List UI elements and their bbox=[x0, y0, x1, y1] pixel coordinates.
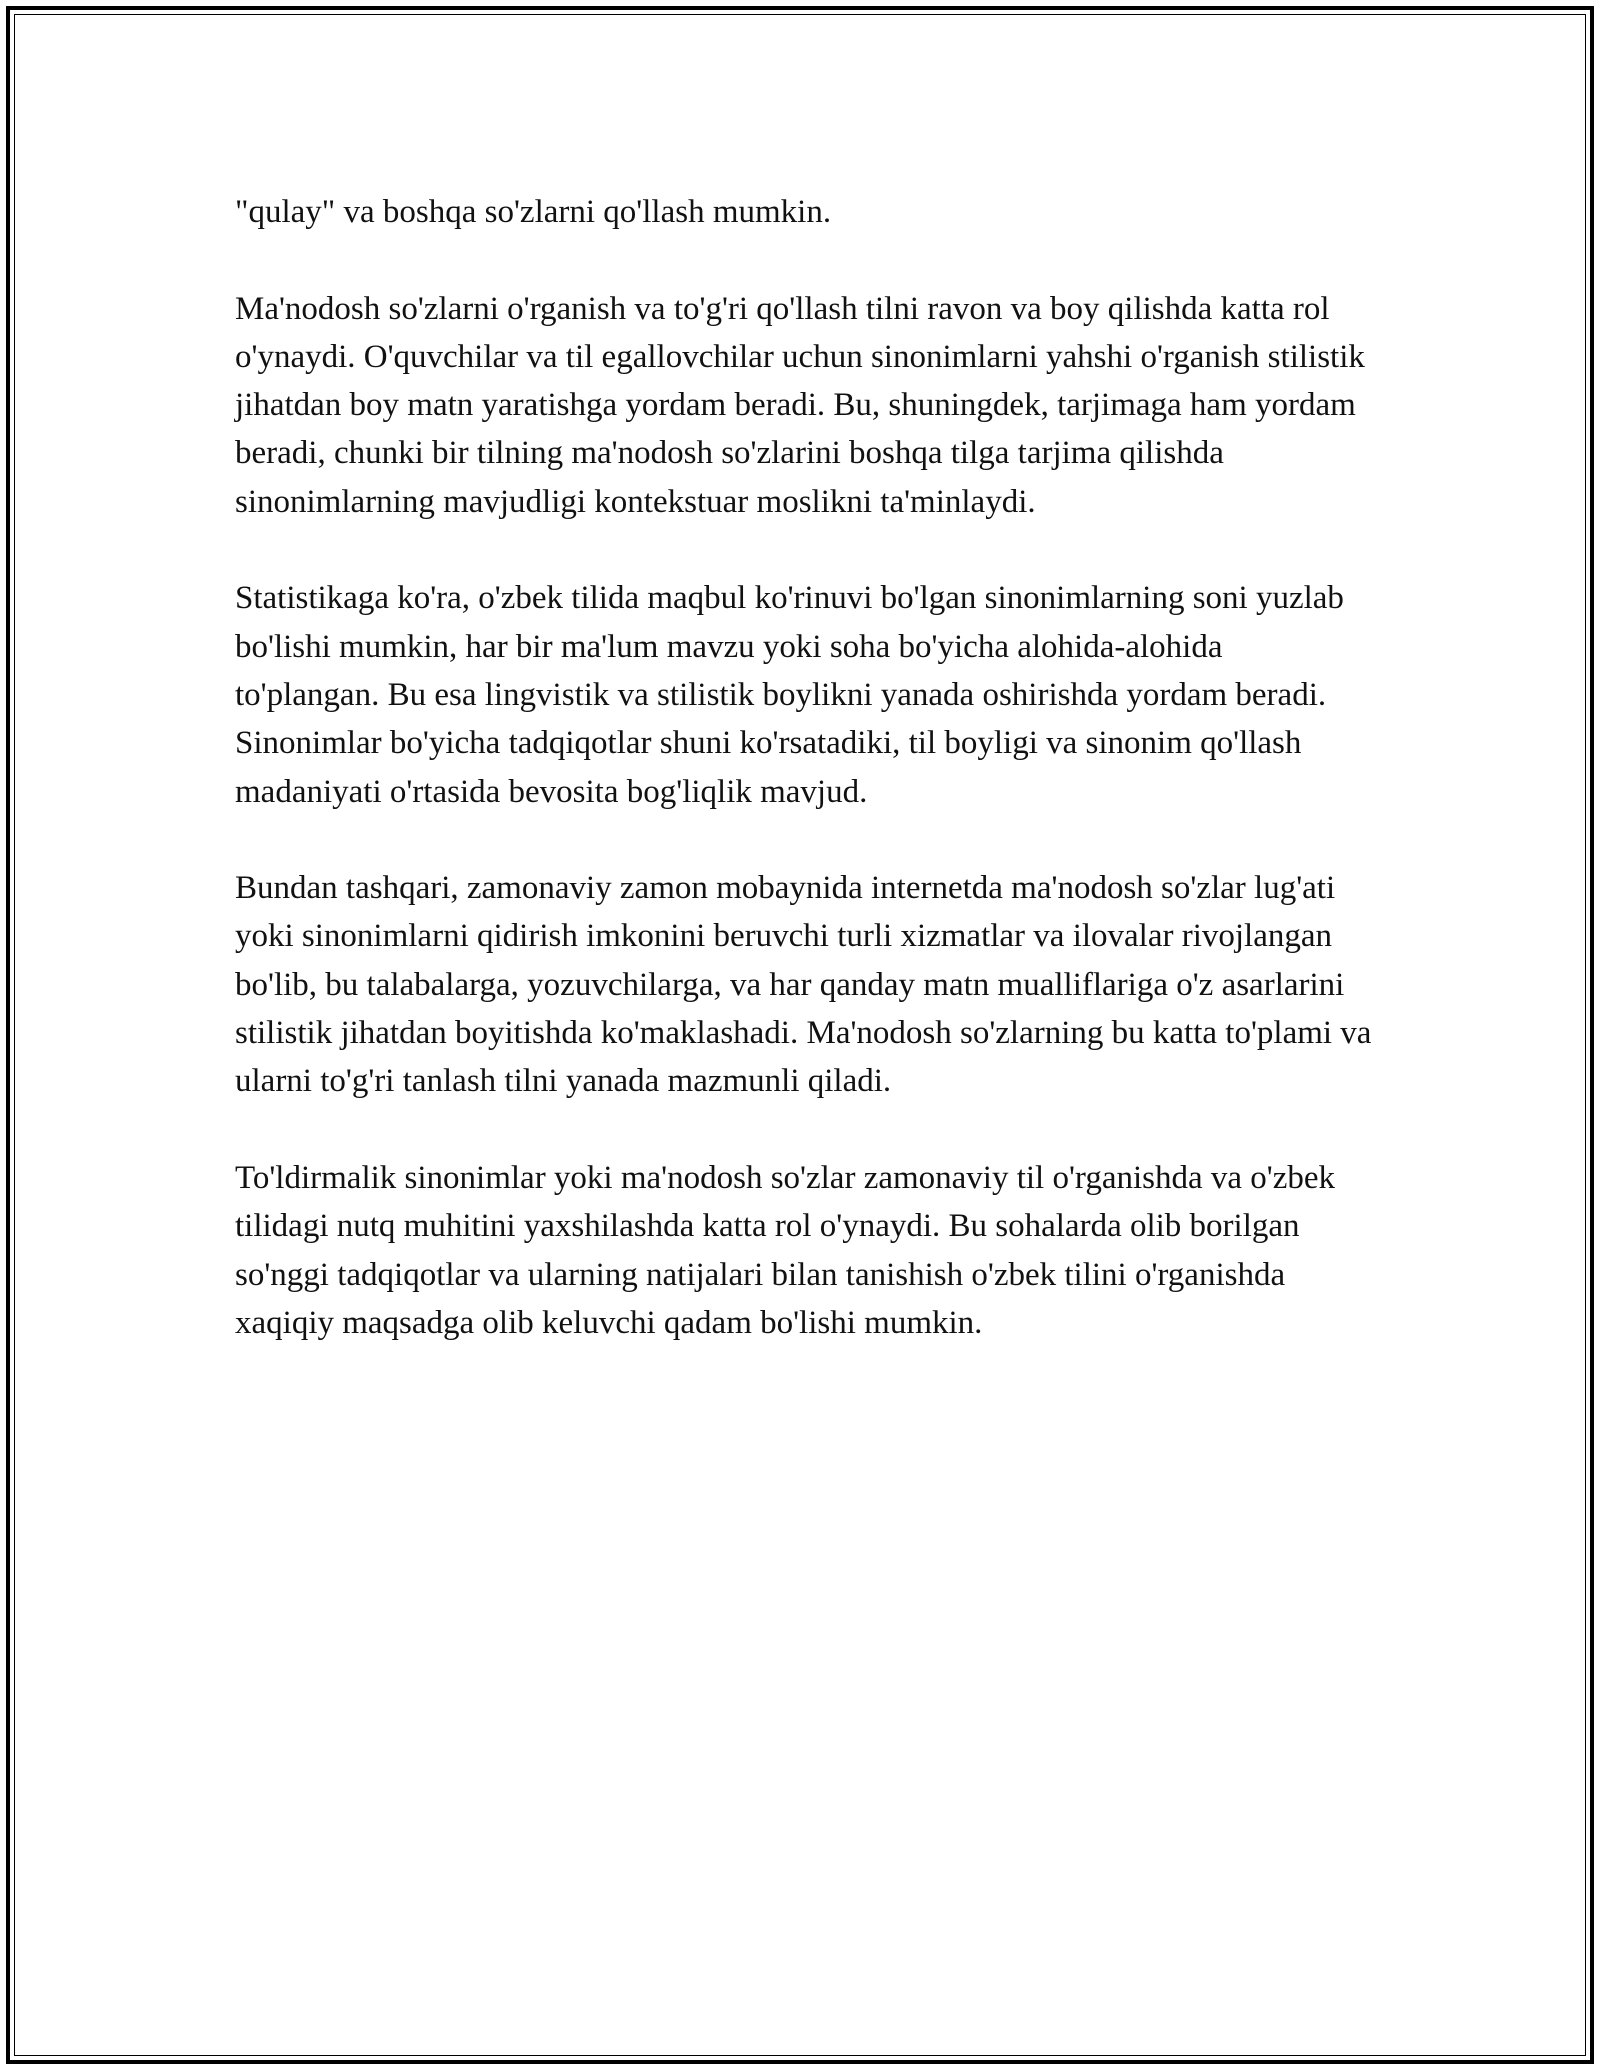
paragraph-5: To'ldirmalik sinonimlar yoki ma'nodosh so'zlar zamonaviy til o'rganishda va o'zbek tilidagi nutq muhitini yaxshilashda katta rol o'ynaydi. Bu sohalarda olib borilgan so'nggi tadqiqotlar va ularning natijalari bilan tanishish o'zbek tilini o'rganishda xaqiqiy maqsadga olib keluvchi qadam bo'lishi mumkin. bbox=[235, 1159, 1336, 1341]
paragraph-4: Bundan tashqari, zamonaviy zamon mobaynida internetda ma'nodosh so'zlar lug'ati yoki sinonimlarni qidirish imkonini beruvchi turli xizmatlar va ilovalar rivojlangan bo'lib, bu talabalarga, yozuvchilarga, va har qanday matn mualliflariga o'z asarlarini stilistik jihatdan boyitishda ko'maklashadi. Ma'nodosh so'zlarning bu katta to'plami va ularni to'g'ri tanlash tilni yanada mazmunli qiladi. bbox=[235, 870, 1372, 1100]
paragraph-1: "qulay" va boshqa so'zlarni qo'llash mumkin. bbox=[235, 194, 832, 230]
paragraph-2: Ma'nodosh so'zlarni o'rganish va to'g'ri qo'llash tilni ravon va boy qilishda katta rol o'ynaydi. O'quvchilar va til egallovchilar uchun sinonimlarni yahshi o'rganish stilistik jihatdan boy matn yaratishga yordam beradi. Bu, shuningdek, tarjimaga ham yordam beradi, chunki bir tilning ma'nodosh so'zlarini boshqa tilga tarjima qilishda sinonimlarning mavjudligi kontekstuar moslikni ta'minlaydi. bbox=[235, 290, 1365, 520]
document-body bbox=[235, 188, 1375, 1395]
paragraph-3: Statistikaga ko'ra, o'zbek tilida maqbul ko'rinuvi bo'lgan sinonimlarning soni yuzlab bo'lishi mumkin, har bir ma'lum mavzu yoki soha bo'yicha alohida-alohida to'plangan. Bu esa lingvistik va stilistik boylikni yanada oshirishda yordam beradi. Sinonimlar bo'yicha tadqiqotlar shuni ko'rsatadiki, til boyligi va sinonim qo'llash madaniyati o'rtasida bevosita bog'liqlik mavjud. bbox=[235, 580, 1344, 810]
